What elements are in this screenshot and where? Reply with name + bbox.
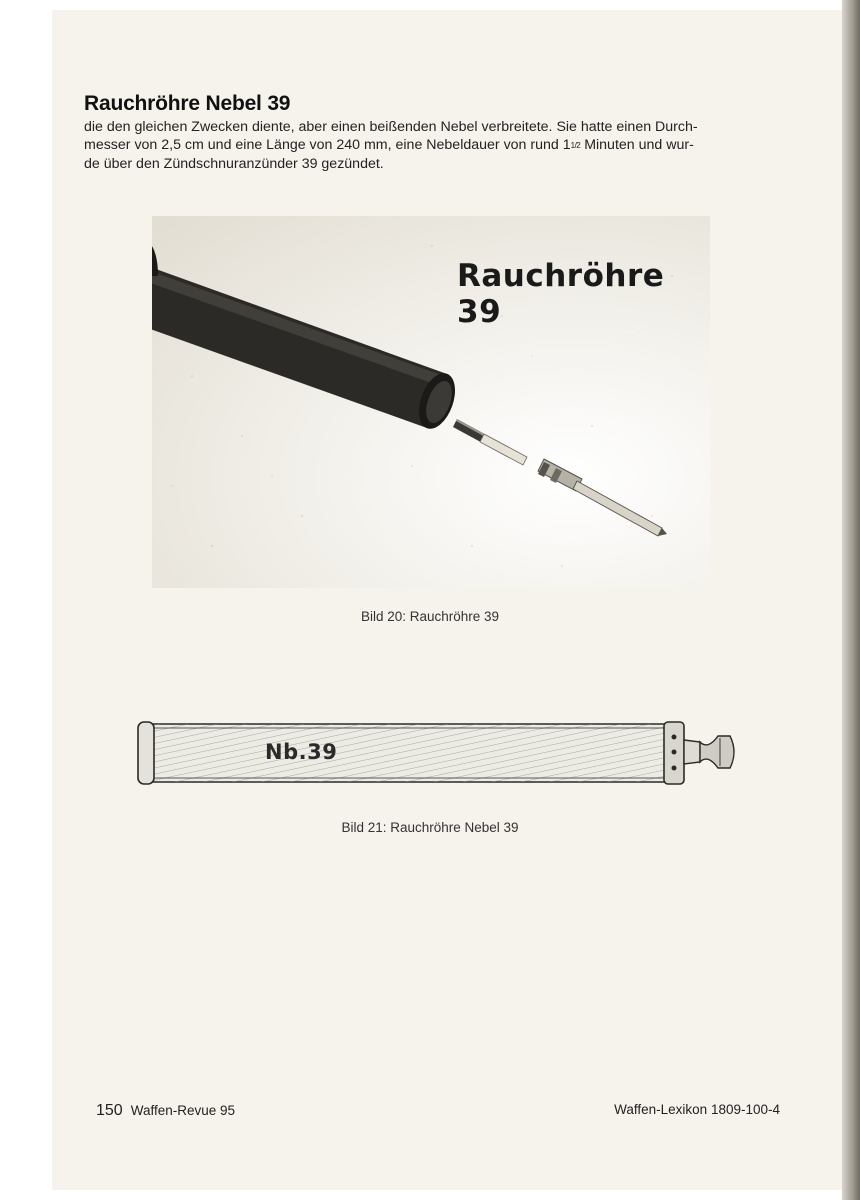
footer-publication: Waffen-Revue 95 [130,1103,236,1118]
figure-caption-21: Bild 21: Rauchröhre Nebel 39 [341,820,519,835]
drawing-marking: Nb.39 [265,740,338,764]
drawing-tube [138,722,684,784]
fraction-half: 1/2 [570,141,581,150]
footer-left [96,1102,235,1120]
figure-photo-rauchroehre-39 [152,216,710,588]
drawing-igniter-cap [684,736,734,768]
body-line-2-end: Minuten und wur- [580,137,694,153]
figure-caption-20: Bild 20: Rauchröhre 39 [360,609,500,624]
body-paragraph [84,118,784,173]
body-line-2-start: messer von 2,5 cm und eine Länge von 240 mm, eine Nebeldauer von rund 1 [84,137,571,153]
igniter-39 [538,459,667,536]
body-line-3: de über den Zündschnuranzünder 39 gezündet. [84,156,384,172]
drawing-illustration [128,712,748,802]
book-gutter-edge [842,0,860,1200]
figure-drawing-nebel-39 [128,712,748,802]
section-heading: Rauchröhre Nebel 39 [84,92,291,115]
page-number: 150 [96,1102,123,1119]
body-line-1: die den gleichen Zwecken diente, aber einen beißenden Nebel verbreitete. Sie hatte einen Durch- [84,119,698,135]
footer-reference: Waffen-Lexikon 1809-100-4 [614,1102,780,1117]
photo-label: Rauchröhre 39 [457,258,665,330]
smoke-cartridge-rod [453,419,527,465]
smoke-tube-body [152,246,462,434]
body-line-2 [84,136,784,155]
page-sheet [52,10,842,1190]
